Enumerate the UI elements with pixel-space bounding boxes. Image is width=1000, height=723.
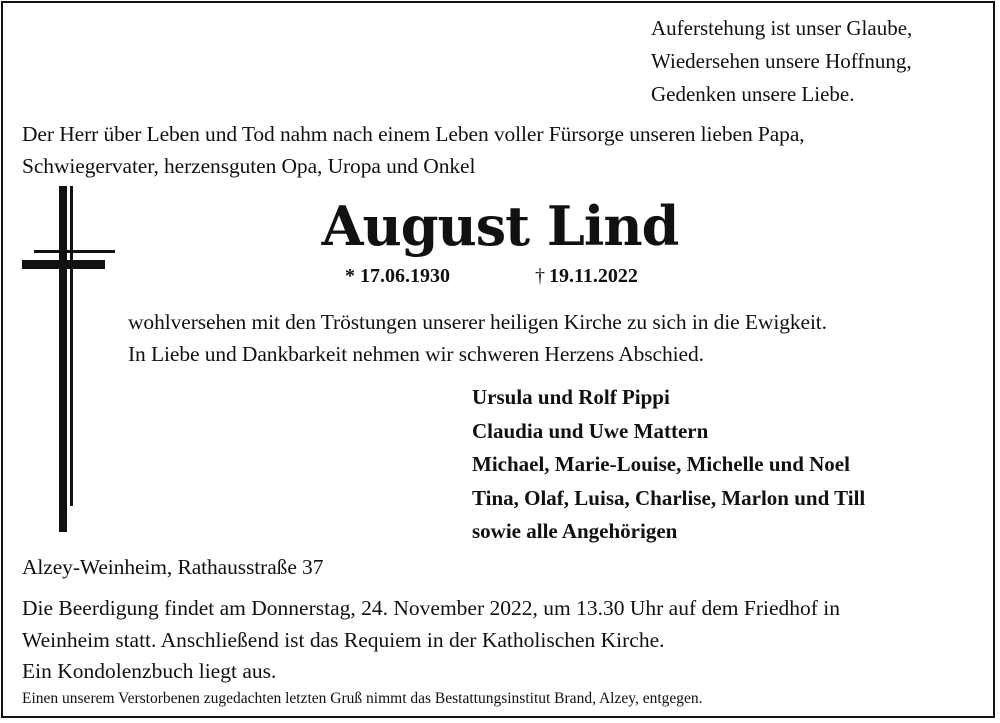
mourner-line: Ursula und Rolf Pippi bbox=[472, 385, 670, 409]
message-text bbox=[128, 306, 827, 370]
mourners-list bbox=[472, 381, 865, 549]
mourner-line: sowie alle Angehörigen bbox=[472, 519, 678, 543]
deceased-name: August Lind bbox=[321, 194, 679, 258]
funeral-line: Die Beerdigung findet am Donnerstag, 24. November 2022, um 13.30 Uhr auf dem Friedhof in bbox=[22, 596, 841, 620]
intro-line: Schwiegervater, herzensguten Opa, Uropa und Onkel bbox=[22, 154, 476, 178]
birth-date: * 17.06.1930 bbox=[345, 265, 450, 287]
death-date: 19.11.2022 bbox=[549, 265, 638, 287]
quote-line: Gedenken unsere Liebe. bbox=[651, 82, 855, 106]
message-line: wohlversehen mit den Tröstungen unserer heiligen Kirche zu sich in die Ewigkeit. bbox=[128, 310, 827, 334]
address: Alzey-Weinheim, Rathausstraße 37 bbox=[22, 555, 324, 579]
funeral-line: Weinheim statt. Anschließend ist das Requiem in der Katholischen Kirche. bbox=[22, 627, 665, 652]
intro-text bbox=[22, 118, 805, 182]
mourner-line: Tina, Olaf, Luisa, Charlise, Marlon und Till bbox=[472, 485, 866, 510]
funeral-info bbox=[22, 593, 840, 688]
quote-block bbox=[651, 12, 912, 111]
footer-note: Einen unserem Verstorbenen zugedachten letzten Gruß nimmt das Bestattungsinstitut Brand, Alzey, entgegen. bbox=[22, 690, 703, 707]
message-line: In Liebe und Dankbarkeit nehmen wir schweren Herzens Abschied. bbox=[128, 342, 704, 366]
quote-line: Wiedersehen unsere Hoffnung, bbox=[651, 49, 912, 73]
cross-horizontal-bar bbox=[22, 260, 105, 269]
mourner-line: Michael, Marie-Louise, Michelle und Noel bbox=[472, 452, 850, 476]
funeral-line: Ein Kondolenzbuch liegt aus. bbox=[22, 659, 277, 683]
death-date-group bbox=[535, 262, 638, 290]
quote-line: Auferstehung ist unser Glaube, bbox=[651, 16, 913, 40]
intro-line: Der Herr über Leben und Tod nahm nach einem Leben voller Fürsorge unseren lieben Papa, bbox=[22, 122, 805, 146]
mourner-line: Claudia und Uwe Mattern bbox=[472, 418, 709, 443]
dagger-symbol: † bbox=[535, 265, 545, 287]
